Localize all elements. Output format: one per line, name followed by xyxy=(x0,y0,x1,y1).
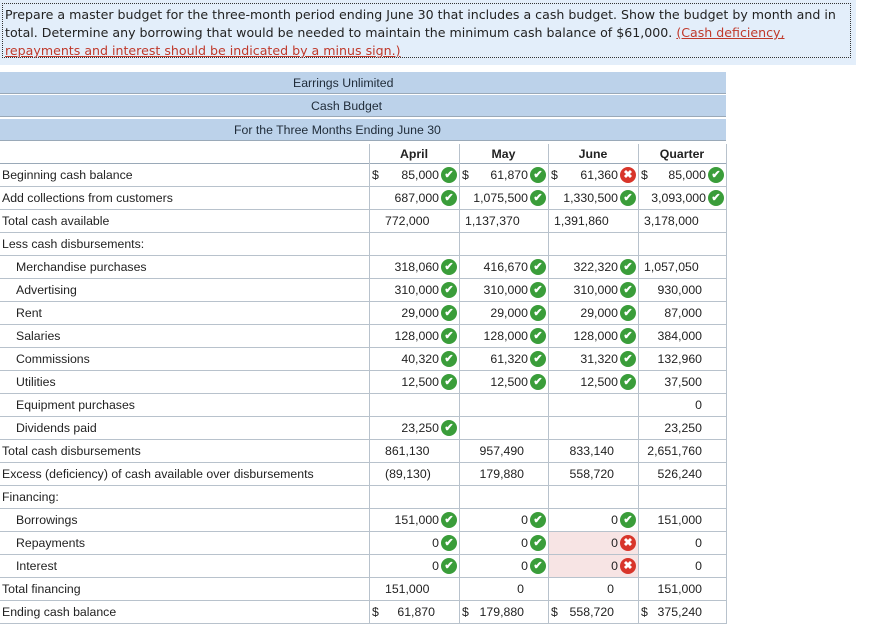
cell-quarter xyxy=(638,601,726,623)
cell-value: 0 xyxy=(521,536,528,550)
error-icon: ✖ xyxy=(620,535,636,551)
cell-value: 322,320 xyxy=(573,260,618,274)
check-icon: ✔ xyxy=(441,190,457,206)
row-label: Add collections from customers xyxy=(2,191,173,205)
cell-june xyxy=(548,578,638,600)
cell-april xyxy=(369,463,459,485)
table-row xyxy=(0,302,726,325)
cell-may xyxy=(459,233,548,255)
check-icon: ✔ xyxy=(441,259,457,275)
cell-may xyxy=(459,486,548,508)
instructions-text xyxy=(2,3,851,58)
instructions-note: (Cash deficiency, repayments and interest should be indicated by a minus sign.) xyxy=(5,25,785,58)
cell-value: 87,000 xyxy=(664,306,702,320)
cell-value: 861,130 xyxy=(385,444,430,458)
cell-quarter xyxy=(638,348,726,370)
check-icon: ✔ xyxy=(620,282,636,298)
table-row xyxy=(0,233,726,256)
cell-june xyxy=(548,601,638,623)
check-icon: ✔ xyxy=(530,167,546,183)
cell-value: 0 xyxy=(521,513,528,527)
row-label: Total cash available xyxy=(2,214,110,228)
check-icon: ✔ xyxy=(441,420,457,436)
cell-value: 310,000 xyxy=(573,283,618,297)
cell-may[interactable] xyxy=(459,302,548,324)
title-header xyxy=(0,95,726,117)
row-label: Excess (deficiency) of cash available over disbursements xyxy=(2,467,314,481)
cell-may[interactable] xyxy=(459,532,548,554)
check-icon: ✔ xyxy=(441,558,457,574)
cell-quarter xyxy=(638,578,726,600)
table-row xyxy=(0,348,726,371)
row-label: Dividends paid xyxy=(16,421,97,435)
cell-may[interactable] xyxy=(459,187,548,209)
cell-may[interactable] xyxy=(459,509,548,531)
cell-value: 85,000 xyxy=(668,168,706,182)
check-icon: ✔ xyxy=(441,167,457,183)
check-icon: ✔ xyxy=(708,167,724,183)
row-label: Total financing xyxy=(2,582,81,596)
table-row xyxy=(0,187,726,210)
row-label: Merchandise purchases xyxy=(16,260,147,274)
dollar-sign: $ xyxy=(372,168,379,182)
cell-value: 61,320 xyxy=(490,352,528,366)
company-header xyxy=(0,72,726,94)
row-label: Financing: xyxy=(2,490,59,504)
check-icon: ✔ xyxy=(530,512,546,528)
column-header-may: May xyxy=(491,147,516,161)
cell-value: 61,360 xyxy=(580,168,618,182)
cell-june xyxy=(548,394,638,416)
cell-value: 0 xyxy=(521,559,528,573)
cell-may[interactable] xyxy=(459,555,548,577)
check-icon: ✔ xyxy=(620,190,636,206)
cell-value: 31,320 xyxy=(580,352,618,366)
cell-june[interactable] xyxy=(548,532,638,554)
cell-quarter xyxy=(638,417,726,439)
error-icon: ✖ xyxy=(620,558,636,574)
cell-value: 151,000 xyxy=(394,513,439,527)
column-header-quarter: Quarter xyxy=(659,147,705,161)
cell-value: 128,000 xyxy=(573,329,618,343)
row-label: Beginning cash balance xyxy=(2,168,133,182)
check-icon: ✔ xyxy=(620,305,636,321)
cell-value: 957,490 xyxy=(479,444,524,458)
company-name: Earrings Unlimited xyxy=(293,76,394,90)
row-label: Total cash disbursements xyxy=(2,444,141,458)
cell-value: 1,330,500 xyxy=(563,191,618,205)
cell-value: 3,178,000 xyxy=(644,214,699,228)
cell-may[interactable] xyxy=(459,164,548,186)
cell-value: 179,880 xyxy=(479,605,524,619)
cell-june xyxy=(548,486,638,508)
cell-value: 61,870 xyxy=(490,168,528,182)
cell-june xyxy=(548,463,638,485)
column-divider xyxy=(459,144,460,624)
check-icon: ✔ xyxy=(530,190,546,206)
cell-june[interactable] xyxy=(548,509,638,531)
cell-value: 0 xyxy=(607,582,614,596)
cell-june[interactable] xyxy=(548,555,638,577)
table-row xyxy=(0,371,726,394)
cell-value: 40,320 xyxy=(401,352,439,366)
cell-quarter xyxy=(638,325,726,347)
period-header xyxy=(0,119,726,141)
check-icon: ✔ xyxy=(620,259,636,275)
cell-april[interactable] xyxy=(369,164,459,186)
cell-quarter xyxy=(638,302,726,324)
cell-may[interactable] xyxy=(459,371,548,393)
cell-value: 1,391,860 xyxy=(554,214,609,228)
table-row xyxy=(0,394,726,417)
cell-quarter xyxy=(638,279,726,301)
cell-may[interactable] xyxy=(459,325,548,347)
cell-value: 318,060 xyxy=(394,260,439,274)
column-divider xyxy=(726,144,727,624)
dollar-sign: $ xyxy=(462,605,469,619)
check-icon: ✔ xyxy=(441,351,457,367)
table-row xyxy=(0,509,726,532)
cell-april[interactable] xyxy=(369,532,459,554)
table-row xyxy=(0,486,726,509)
cell-value: 0 xyxy=(432,559,439,573)
check-icon: ✔ xyxy=(620,328,636,344)
check-icon: ✔ xyxy=(530,282,546,298)
cell-value: 0 xyxy=(611,559,618,573)
cell-april[interactable] xyxy=(369,302,459,324)
cell-value: 85,000 xyxy=(401,168,439,182)
check-icon: ✔ xyxy=(708,190,724,206)
cell-quarter[interactable] xyxy=(638,187,726,209)
row-label: Advertising xyxy=(16,283,77,297)
cell-value: 416,670 xyxy=(483,260,528,274)
cell-june[interactable] xyxy=(548,164,638,186)
cell-value: 128,000 xyxy=(483,329,528,343)
cell-june[interactable] xyxy=(548,348,638,370)
row-label: Equipment purchases xyxy=(16,398,135,412)
check-icon: ✔ xyxy=(620,512,636,528)
row-label: Ending cash balance xyxy=(2,605,117,619)
check-icon: ✔ xyxy=(441,305,457,321)
dollar-sign: $ xyxy=(551,168,558,182)
table-row xyxy=(0,463,726,486)
cell-april xyxy=(369,578,459,600)
column-header-june: June xyxy=(578,147,608,161)
table-row xyxy=(0,417,726,440)
cell-value: 1,075,500 xyxy=(473,191,528,205)
cell-value: 3,093,000 xyxy=(651,191,706,205)
column-header-april: April xyxy=(399,147,428,161)
check-icon: ✔ xyxy=(620,374,636,390)
cell-value: 151,000 xyxy=(657,513,702,527)
row-label: Commissions xyxy=(16,352,90,366)
cell-value: 12,500 xyxy=(490,375,528,389)
cell-june[interactable] xyxy=(548,187,638,209)
table-row xyxy=(0,601,726,624)
cell-quarter xyxy=(638,394,726,416)
cell-june[interactable] xyxy=(548,325,638,347)
cell-value: 687,000 xyxy=(394,191,439,205)
dollar-sign: $ xyxy=(641,168,648,182)
cell-value: 12,500 xyxy=(580,375,618,389)
cell-april[interactable] xyxy=(369,256,459,278)
cell-quarter xyxy=(638,371,726,393)
table-row xyxy=(0,210,726,233)
cell-may xyxy=(459,601,548,623)
cell-april xyxy=(369,440,459,462)
dollar-sign: $ xyxy=(641,605,648,619)
cell-value: 29,000 xyxy=(401,306,439,320)
cell-value: 0 xyxy=(611,513,618,527)
cell-value: 0 xyxy=(432,536,439,550)
check-icon: ✔ xyxy=(530,351,546,367)
cell-quarter xyxy=(638,555,726,577)
check-icon: ✔ xyxy=(530,374,546,390)
check-icon: ✔ xyxy=(530,328,546,344)
row-label: Salaries xyxy=(16,329,61,343)
cell-value: 0 xyxy=(695,536,702,550)
budget-title: Cash Budget xyxy=(311,99,383,113)
cell-june xyxy=(548,417,638,439)
check-icon: ✔ xyxy=(530,535,546,551)
cell-value: 23,250 xyxy=(401,421,439,435)
cell-value: 132,960 xyxy=(657,352,702,366)
dollar-sign: $ xyxy=(462,168,469,182)
check-icon: ✔ xyxy=(530,259,546,275)
cell-value: 12,500 xyxy=(401,375,439,389)
cell-april[interactable] xyxy=(369,279,459,301)
cell-value: 151,000 xyxy=(657,582,702,596)
cell-value: 310,000 xyxy=(483,283,528,297)
table-row xyxy=(0,532,726,555)
cell-may xyxy=(459,394,548,416)
cell-quarter xyxy=(638,210,726,232)
column-divider xyxy=(638,144,639,624)
cell-value: 772,000 xyxy=(385,214,430,228)
cell-april[interactable] xyxy=(369,371,459,393)
cell-april[interactable] xyxy=(369,555,459,577)
cell-april xyxy=(369,394,459,416)
cell-value: (89,130) xyxy=(385,467,431,481)
cell-april[interactable] xyxy=(369,325,459,347)
check-icon: ✔ xyxy=(441,512,457,528)
column-divider xyxy=(548,144,549,624)
cell-may xyxy=(459,463,548,485)
cell-quarter xyxy=(638,463,726,485)
check-icon: ✔ xyxy=(441,374,457,390)
cell-may xyxy=(459,417,548,439)
dollar-sign: $ xyxy=(372,605,379,619)
dollar-sign: $ xyxy=(551,605,558,619)
cell-june[interactable] xyxy=(548,302,638,324)
cell-may xyxy=(459,210,548,232)
cell-june xyxy=(548,440,638,462)
row-label: Utilities xyxy=(16,375,56,389)
table-row xyxy=(0,164,726,187)
check-icon: ✔ xyxy=(530,558,546,574)
cell-may[interactable] xyxy=(459,279,548,301)
cell-april xyxy=(369,486,459,508)
cell-value: 0 xyxy=(611,536,618,550)
cell-value: 930,000 xyxy=(657,283,702,297)
cell-value: 61,870 xyxy=(397,605,435,619)
cell-quarter xyxy=(638,509,726,531)
error-icon: ✖ xyxy=(620,167,636,183)
cell-value: 833,140 xyxy=(569,444,614,458)
cell-quarter[interactable] xyxy=(638,164,726,186)
cell-value: 558,720 xyxy=(569,605,614,619)
cell-june[interactable] xyxy=(548,279,638,301)
table-row xyxy=(0,325,726,348)
table-row xyxy=(0,279,726,302)
table-row xyxy=(0,440,726,463)
check-icon: ✔ xyxy=(441,328,457,344)
cell-value: 128,000 xyxy=(394,329,439,343)
cell-may xyxy=(459,440,548,462)
cell-may[interactable] xyxy=(459,348,548,370)
cell-quarter xyxy=(638,440,726,462)
cell-value: 1,137,370 xyxy=(465,214,520,228)
cell-value: 23,250 xyxy=(664,421,702,435)
row-label: Less cash disbursements: xyxy=(2,237,145,251)
cell-value: 0 xyxy=(517,582,524,596)
row-label: Repayments xyxy=(16,536,86,550)
cell-value: 310,000 xyxy=(394,283,439,297)
cell-april[interactable] xyxy=(369,348,459,370)
column-divider xyxy=(369,144,370,624)
cell-value: 0 xyxy=(695,398,702,412)
cell-may xyxy=(459,578,548,600)
cell-value: 526,240 xyxy=(657,467,702,481)
cell-june xyxy=(548,233,638,255)
cell-april xyxy=(369,601,459,623)
cell-value: 29,000 xyxy=(580,306,618,320)
cell-june xyxy=(548,210,638,232)
cell-april xyxy=(369,233,459,255)
row-label: Interest xyxy=(16,559,58,573)
cell-june[interactable] xyxy=(548,256,638,278)
cell-value: 375,240 xyxy=(657,605,702,619)
instructions-main: Prepare a master budget for the three-month period ending June 30 that includes a cash budget. Show the budget by month and in total. Determine any borrowing that would be needed to maintain the minimum cash balance of $61,000. xyxy=(5,7,836,40)
cell-value: 37,500 xyxy=(664,375,702,389)
cell-quarter xyxy=(638,233,726,255)
cell-quarter xyxy=(638,532,726,554)
cell-april[interactable] xyxy=(369,509,459,531)
check-icon: ✔ xyxy=(441,535,457,551)
cell-quarter xyxy=(638,486,726,508)
cell-april[interactable] xyxy=(369,187,459,209)
cell-april[interactable] xyxy=(369,417,459,439)
cell-may[interactable] xyxy=(459,256,548,278)
cell-value: 0 xyxy=(695,559,702,573)
row-label: Rent xyxy=(16,306,42,320)
budget-period: For the Three Months Ending June 30 xyxy=(234,123,441,137)
cell-value: 384,000 xyxy=(657,329,702,343)
table-row xyxy=(0,256,726,279)
check-icon: ✔ xyxy=(620,351,636,367)
cell-june[interactable] xyxy=(548,371,638,393)
row-label: Borrowings xyxy=(16,513,78,527)
cell-value: 179,880 xyxy=(479,467,524,481)
cell-april xyxy=(369,210,459,232)
cell-value: 151,000 xyxy=(385,582,430,596)
cell-value: 1,057,050 xyxy=(644,260,699,274)
instructions-panel xyxy=(0,0,856,65)
table-row xyxy=(0,578,726,601)
cell-value: 29,000 xyxy=(490,306,528,320)
check-icon: ✔ xyxy=(441,282,457,298)
check-icon: ✔ xyxy=(530,305,546,321)
cell-value: 558,720 xyxy=(569,467,614,481)
table-row xyxy=(0,555,726,578)
cell-quarter xyxy=(638,256,726,278)
cell-value: 2,651,760 xyxy=(647,444,702,458)
